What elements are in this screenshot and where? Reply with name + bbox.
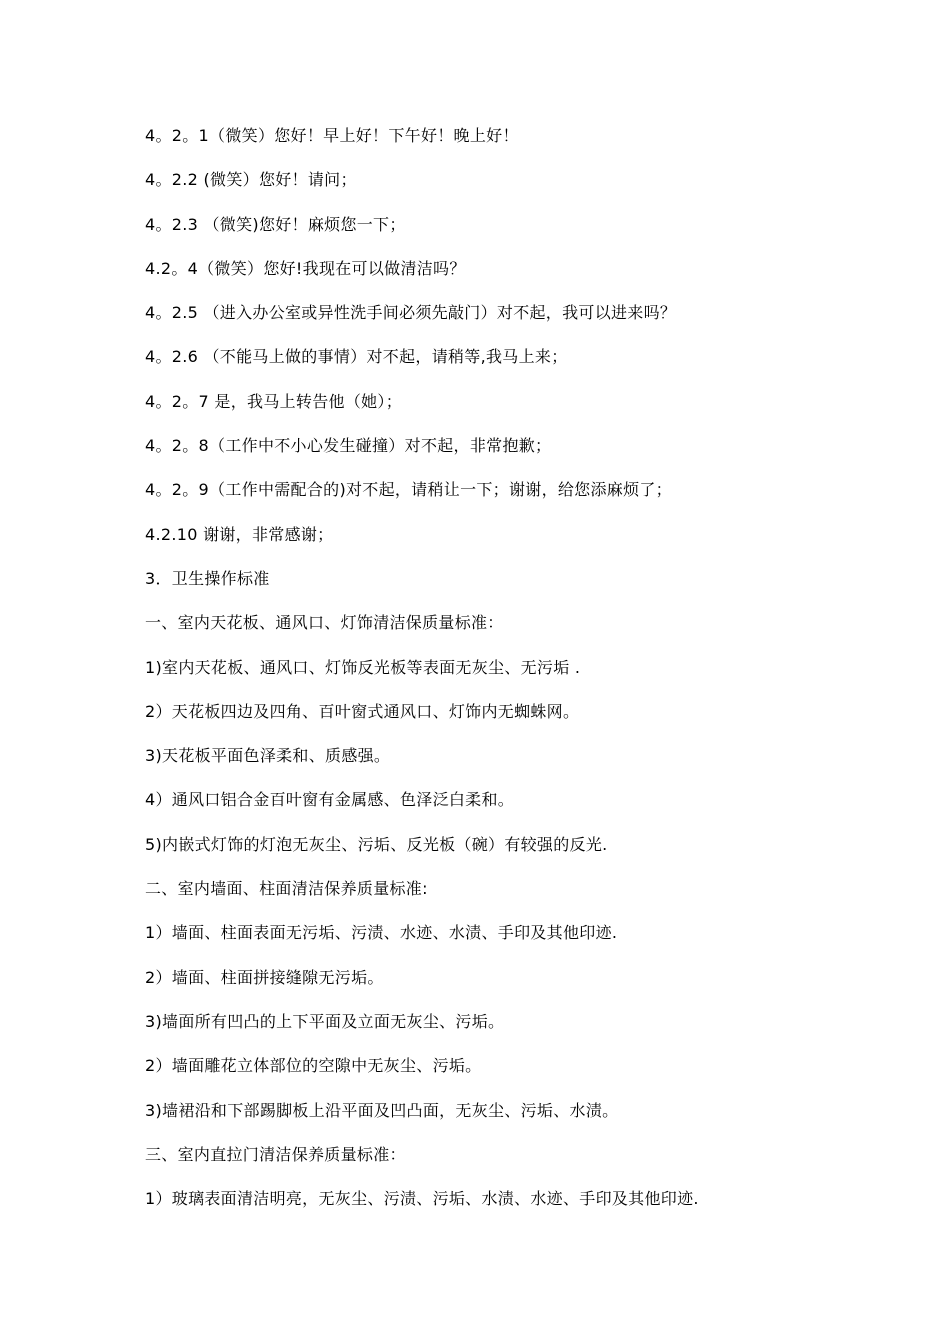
walls-item-3: 3)墙面所有凹凸的上下平面及立面无灰尘、污垢。 [145, 1011, 505, 1031]
doors-item-1: 1）玻璃表面清洁明亮，无灰尘、污渍、污垢、水渍、水迹、手印及其他印迹. [145, 1189, 699, 1209]
greeting-item-4-2-3: 4。2.3 （微笑)您好！麻烦您一下； [145, 214, 406, 234]
walls-item-1: 1）墙面、柱面表面无污垢、污渍、水迹、水渍、手印及其他印迹. [145, 923, 618, 943]
greeting-item-4-2-4: 4.2。4（微笑）您好!我现在可以做清洁吗？ [145, 258, 466, 278]
subsection-heading-doors: 三、室内直拉门清洁保养质量标准： [145, 1144, 406, 1164]
walls-item-4: 2）墙面雕花立体部位的空隙中无灰尘、污垢。 [145, 1056, 482, 1076]
greeting-item-4-2-9: 4。2。9（工作中需配合的)对不起，请稍让一下；谢谢，给您添麻烦了； [145, 480, 672, 500]
document-body [145, 122, 845, 1229]
ceiling-item-1: 1)室内天花板、通风口、灯饰反光板等表面无灰尘、无污垢 . [145, 657, 581, 677]
greeting-item-4-2-7: 4。2。7 是，我马上转告他（她）； [145, 391, 403, 411]
greeting-item-4-2-2: 4。2.2 (微笑）您好！请问； [145, 170, 357, 190]
subsection-heading-walls: 二、室内墙面、柱面清洁保养质量标准: [145, 879, 428, 899]
ceiling-item-4: 4）通风口铝合金百叶窗有金属感、色泽泛白柔和。 [145, 790, 515, 810]
section-heading-hygiene-standards: 3．卫生操作标准 [145, 568, 270, 588]
greeting-item-4-2-1: 4。2。1（微笑）您好！早上好！下午好！晚上好！ [145, 126, 519, 145]
greeting-item-4-2-5: 4。2.5 （进入办公室或异性洗手间必须先敲门）对不起，我可以进来吗？ [145, 303, 677, 323]
greeting-item-4-2-6: 4。2.6 （不能马上做的事情）对不起，请稍等,我马上来； [145, 347, 568, 367]
greeting-item-4-2-10: 4.2.10 谢谢，非常感谢； [145, 524, 334, 544]
walls-item-5: 3)墙裙沿和下部踢脚板上沿平面及凹凸面，无灰尘、污垢、水渍。 [145, 1100, 619, 1120]
greeting-item-4-2-8: 4。2。8（工作中不小心发生碰撞）对不起，非常抱歉； [145, 436, 552, 456]
subsection-heading-ceiling: 一、室内天花板、通风口、灯饰清洁保质量标准： [145, 613, 504, 633]
ceiling-item-2: 2）天花板四边及四角、百叶窗式通风口、灯饰内无蜘蛛网。 [145, 701, 580, 721]
ceiling-item-5: 5)内嵌式灯饰的灯泡无灰尘、污垢、反光板（碗）有较强的反光. [145, 834, 608, 854]
ceiling-item-3: 3)天花板平面色泽柔和、质感强。 [145, 746, 391, 766]
walls-item-2: 2）墙面、柱面拼接缝隙无污垢。 [145, 967, 384, 987]
